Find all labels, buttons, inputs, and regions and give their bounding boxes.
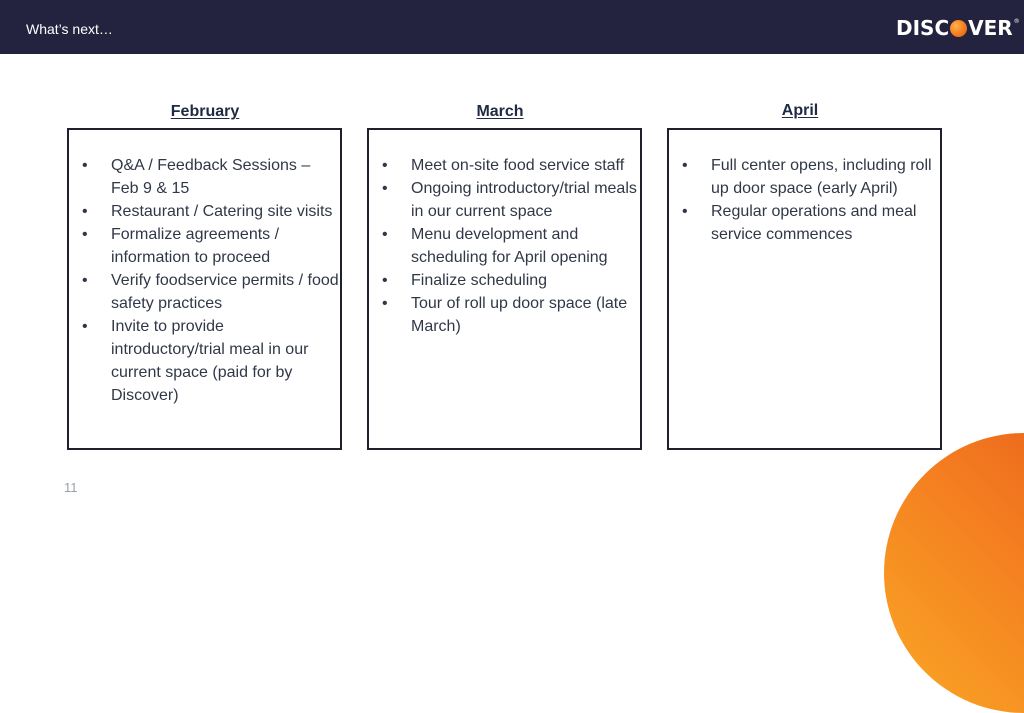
slide-title: What’s next… (26, 21, 113, 37)
discover-logo (896, 16, 1020, 40)
list-item: • Verify foodservice permits / food safety practices (69, 269, 340, 315)
column-box-april (667, 128, 942, 450)
logo-text-right: VER (968, 16, 1013, 40)
orange-corner-circle-decoration (884, 433, 1024, 713)
logo-orange-ball-icon (950, 20, 967, 37)
list-item: • Formalize agreements / information to proceed (69, 223, 340, 269)
column-heading-february: February (170, 103, 240, 120)
list-item: • Meet on-site food service staff (369, 154, 640, 177)
list-item: • Full center opens, including roll up door space (early April) (669, 154, 940, 200)
column-heading-april: April (781, 102, 819, 119)
february-list (69, 154, 340, 407)
header-bar (0, 0, 1024, 54)
march-list (369, 154, 640, 338)
page-number: 11 (64, 480, 78, 495)
list-item: • Invite to provide introductory/trial meal in our current space (paid for by Discover) (69, 315, 340, 407)
list-item: • Regular operations and meal service commences (669, 200, 940, 246)
april-list (669, 154, 940, 246)
list-item: • Restaurant / Catering site visits (69, 200, 340, 223)
list-item: • Q&A / Feedback Sessions – Feb 9 & 15 (69, 154, 340, 200)
column-box-march (367, 128, 642, 450)
list-item: • Finalize scheduling (369, 269, 640, 292)
list-item: • Ongoing introductory/trial meals in our current space (369, 177, 640, 223)
logo-text-left: DISC (896, 16, 950, 40)
column-heading-march: March (476, 103, 524, 120)
list-item: • Tour of roll up door space (late March) (369, 292, 640, 338)
list-item: • Menu development and scheduling for April opening (369, 223, 640, 269)
column-box-february (67, 128, 342, 450)
logo-registered-mark: ® (1013, 18, 1020, 25)
